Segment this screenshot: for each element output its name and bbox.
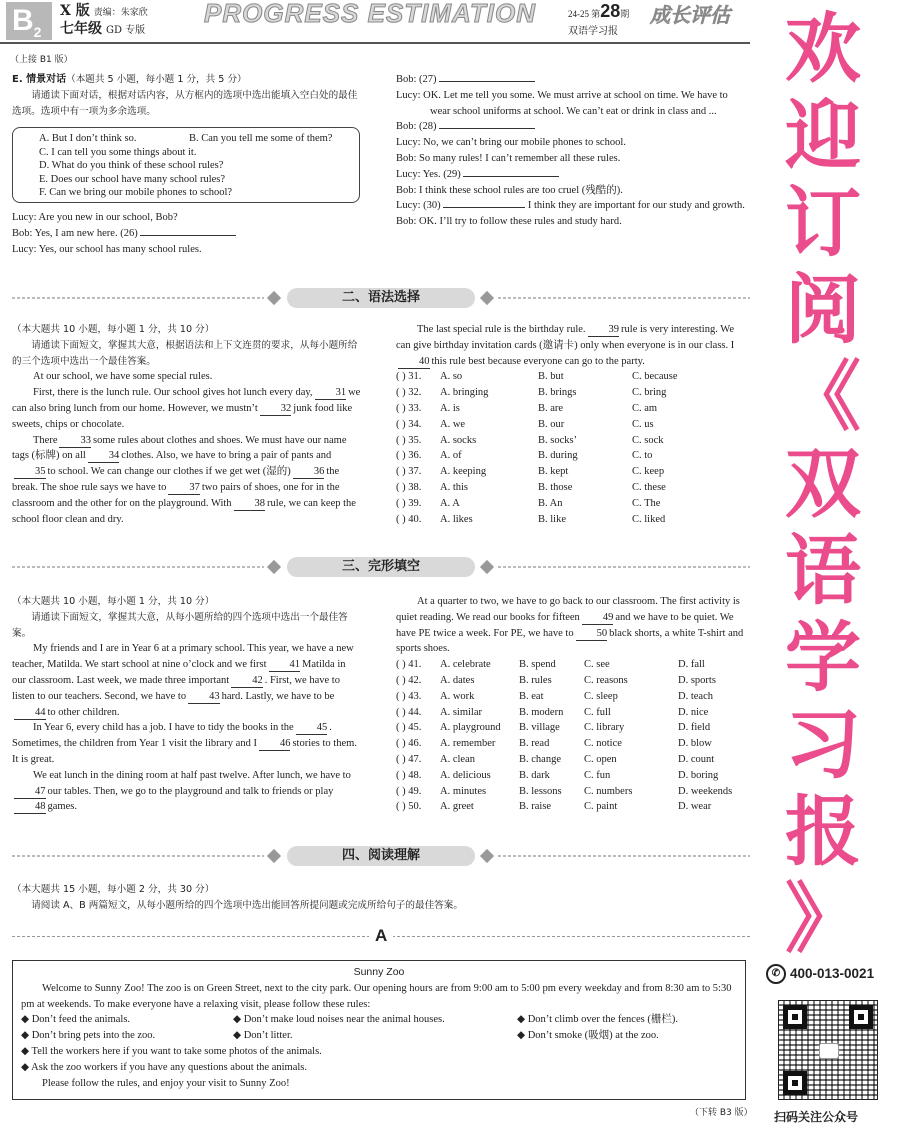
question-number[interactable]: ( ) 48.: [396, 769, 422, 781]
grammar-right: [396, 322, 748, 527]
qr-finder: [783, 1071, 807, 1095]
option-c: C. I can tell you some things about it.: [39, 146, 197, 158]
option-e: E. Does our school have many school rules?: [39, 173, 226, 185]
choice-c: C. paint: [584, 801, 618, 813]
choice-d: D. blow: [678, 738, 712, 750]
section-e-instruction: 请通读下面对话，根据对话内容，从方框内的选项中选出能填入空白处的最佳选项。选项中有一项为多余选项。: [12, 89, 358, 117]
question-number[interactable]: ( ) 43.: [396, 690, 422, 702]
choice-a: A. so: [440, 371, 463, 383]
dialogue-line: [396, 119, 748, 135]
passage-text: junk food like sweets, chips or chocolate.: [12, 402, 353, 430]
qr-code[interactable]: [778, 1000, 878, 1100]
choice-c: C. numbers: [584, 785, 633, 797]
blank-33[interactable]: 33: [59, 434, 91, 448]
blank-39[interactable]: 39: [588, 323, 620, 337]
choice-b: B. rules: [519, 674, 552, 686]
rule-item: ◆ Don’t bring pets into the zoo.: [21, 1030, 156, 1042]
dialogue-line: Bob: I think these school rules are too cruel (残酷的).: [396, 184, 623, 196]
choice-a: A. we: [440, 418, 466, 430]
slogan-char: 习: [785, 700, 861, 789]
choice-c: C. fun: [584, 769, 611, 781]
choice-c: C. liked: [632, 513, 666, 525]
section-e-title: E. 情景对话: [12, 74, 67, 85]
cloze-left: [12, 594, 362, 815]
passage-para: [12, 768, 362, 815]
blank-31[interactable]: 31: [315, 386, 347, 400]
passage-text: My friends and I are in Year 6 at a primary school. This year, we have a new teacher, Matilda. We start school at nine o’clock and we first: [12, 643, 354, 671]
rule-item: ◆ Don’t litter.: [233, 1030, 293, 1042]
passage-text: to other children.: [47, 706, 120, 718]
section-heading: 四、阅读理解: [287, 846, 475, 866]
choice-c: C. to: [632, 450, 653, 462]
phone-number: 400-013-0021: [790, 966, 875, 982]
dialogue-line: Bob: OK. I’ll try to follow these rules and study hard.: [396, 216, 622, 228]
slogan-char: 报: [785, 787, 861, 876]
issue-number: [568, 1, 630, 23]
grade-label: 七年级: [60, 21, 102, 37]
option-f: F. Can we bring our mobile phones to school?: [39, 187, 233, 199]
section-divider-reading: [12, 846, 750, 866]
cloze-right: [396, 594, 748, 815]
issue-no: 28: [600, 1, 621, 21]
rule-item: ◆ Ask the zoo workers if you have any questions about the animals.: [21, 1061, 307, 1073]
section-heading: 三、完形填空: [287, 557, 475, 577]
blank-36[interactable]: 36: [293, 465, 325, 479]
grammar-question-list: [396, 369, 748, 527]
paper-name: 双语学习报: [568, 26, 618, 37]
issue-suffix: 期: [620, 9, 630, 19]
answer-blank[interactable]: [439, 128, 535, 129]
question-number[interactable]: ( ) 47.: [396, 753, 422, 765]
slogan-char: 欢: [785, 4, 861, 93]
section-e-spec: （本题共 5 小题，每小题 1 分，共 5 分）: [66, 74, 247, 85]
section-e-left: [12, 72, 362, 119]
question-row: [396, 496, 748, 512]
option-d: D. What do you think of these school rules?: [39, 160, 224, 172]
dialogue-text: Bob: (28): [396, 121, 437, 133]
choice-a: A. playground: [440, 722, 501, 734]
blank-50[interactable]: 50: [576, 627, 608, 641]
slogan-char: 阅: [785, 265, 861, 354]
choice-c: C. these: [632, 481, 666, 493]
dialogue-line: [396, 167, 748, 183]
divider-line: [12, 855, 264, 857]
dialogue-line: Lucy: OK. Let me tell you some. We must arrive at school on time. We have to wear school uniforms at school. We can’t eat or drink in class and ...: [396, 89, 728, 117]
choice-a: A. clean: [440, 753, 475, 765]
hotline[interactable]: [766, 964, 896, 984]
notice-title: Sunny Zoo: [353, 966, 405, 978]
passage-text: black shorts, a white T-shirt and sports shoes.: [396, 627, 744, 655]
section-divider-grammar: [12, 288, 750, 308]
choice-a: A. this: [440, 481, 469, 493]
choice-d: D. fall: [678, 659, 705, 671]
grammar-spec: （本大题共 10 小题，每小题 1 分，共 10 分）: [12, 324, 215, 335]
option-a: A. But I don’t think so.: [39, 133, 137, 144]
blank-46[interactable]: 46: [259, 737, 291, 751]
choice-d: D. wear: [678, 801, 712, 813]
choice-c: C. because: [632, 371, 678, 383]
choice-b: B. kept: [538, 466, 569, 478]
question-number[interactable]: ( ) 50.: [396, 801, 422, 813]
choice-c: C. open: [584, 753, 617, 765]
question-row: [396, 464, 748, 480]
passage-text: the break. The shoe rule says we have to: [12, 466, 340, 493]
cloze-question-list: [396, 657, 748, 815]
passage-text: The last special rule is the birthday rule.: [417, 324, 586, 335]
question-row: [396, 657, 748, 673]
passage-text: games.: [47, 801, 77, 813]
blank-37[interactable]: 37: [168, 481, 200, 495]
question-row: [396, 799, 748, 815]
blank-40[interactable]: 40: [398, 355, 430, 369]
question-number[interactable]: ( ) 44.: [396, 706, 422, 718]
subscription-sidebar: [760, 0, 900, 1134]
question-number[interactable]: ( ) 31.: [396, 371, 422, 383]
slogan-char: 双: [785, 439, 861, 528]
blank-49[interactable]: 49: [582, 611, 614, 625]
choice-a: A. bringing: [440, 387, 489, 399]
question-number[interactable]: ( ) 37.: [396, 466, 422, 478]
dialogue-line: [396, 198, 748, 214]
reading-intro: [12, 882, 750, 914]
dialogue-line: Lucy: Are you new in our school, Bob?: [12, 212, 178, 223]
rule-item: ◆ Don’t feed the animals.: [21, 1014, 131, 1026]
question-row: [396, 385, 748, 401]
choice-c: C. bring: [632, 387, 667, 399]
choice-b: B. modern: [519, 706, 564, 718]
divider-line: [12, 566, 264, 568]
blank-42[interactable]: 42: [231, 674, 263, 688]
options-box: [12, 127, 360, 203]
choice-a: A. socks: [440, 434, 477, 446]
divider-diamond: [267, 560, 281, 574]
dialogue-line: [396, 72, 748, 88]
question-row: [396, 369, 748, 385]
passage-text: There: [33, 434, 58, 446]
question-row: [396, 720, 748, 736]
passage-text: some rules about clothes and shoes. We must have our name tags (标牌) on all: [12, 434, 347, 462]
question-row: [396, 736, 748, 752]
choice-b: B. read: [519, 738, 550, 750]
choice-c: C. am: [632, 402, 658, 414]
divider-diamond: [267, 291, 281, 305]
edition-label: X 版: [60, 3, 90, 19]
question-row: [396, 433, 748, 449]
question-number[interactable]: ( ) 36.: [396, 450, 422, 462]
question-row: [396, 417, 748, 433]
slogan-char: 学: [785, 613, 861, 702]
passage-text: We eat lunch in the dining room at half past twelve. After lunch, we have to: [33, 769, 351, 781]
question-row: [396, 673, 748, 689]
answer-blank[interactable]: [463, 176, 559, 177]
notice-intro: Welcome to Sunny Zoo! The zoo is on Green Street, next to the city park. Our opening hours are from 9:00 am to 5:00 pm every weekday and from 8:30 am to 5:30 pm at weekends. To make everyone have a relaxing visit, please follow these rules:: [21, 982, 732, 1010]
divider-line: [498, 566, 750, 568]
page-sub: 2: [33, 24, 42, 40]
choice-c: C. The: [632, 497, 661, 509]
dialogue-line: Bob: So many rules! I can’t remember all these rules.: [396, 152, 621, 164]
passage-text: Matilda in our classroom. Last week, we made three important: [12, 659, 346, 686]
answer-blank[interactable]: [443, 207, 525, 208]
slogan-char: 《: [785, 352, 861, 441]
passage-para: [12, 641, 362, 720]
dialogue-text: Bob: (27): [396, 74, 437, 85]
choice-a: A. delicious: [440, 769, 491, 781]
dialogue-left: [12, 210, 362, 257]
choice-a: A. likes: [440, 513, 473, 525]
choice-b: B. socks’: [538, 434, 578, 446]
grammar-left: [12, 322, 362, 527]
page-code-badge: [6, 2, 52, 40]
continued-from-note: （上接 B1 版）: [10, 55, 73, 65]
passage-text: we can also bring lunch from our home. However, we mustn’t: [12, 387, 361, 414]
page-code: B: [12, 4, 34, 37]
passage-para: [12, 385, 362, 432]
cloze-spec: （本大题共 10 小题，每小题 1 分，共 10 分）: [12, 596, 215, 607]
editor-label: 责编：朱家欣: [93, 8, 148, 18]
choice-d: D. boring: [678, 769, 719, 781]
dialogue-line: [12, 226, 362, 242]
question-number[interactable]: ( ) 38.: [396, 481, 422, 493]
choice-b: B. dark: [519, 769, 550, 781]
choice-a: A. minutes: [440, 785, 487, 797]
choice-c: C. sleep: [584, 690, 618, 702]
question-row: [396, 689, 748, 705]
question-row: [396, 752, 748, 768]
choice-d: D. count: [678, 753, 715, 765]
section-heading: 二、语法选择: [287, 288, 475, 308]
option-b: B. Can you tell me some of them?: [189, 133, 333, 144]
choice-b: B. are: [538, 402, 564, 414]
choice-a: A. greet: [440, 801, 474, 813]
passage-text: to school. We can change our clothes if we get wet (湿的): [47, 466, 291, 478]
dialogue-line: Lucy: Yes, our school has many school rules.: [12, 243, 202, 255]
rule-item: ◆ Don’t climb over the fences (栅栏).: [517, 1014, 678, 1026]
question-row: [396, 768, 748, 784]
choice-c: C. see: [584, 659, 610, 671]
dialogue-text: Lucy: Yes. (29): [396, 168, 461, 180]
passage-text: and we have to be quiet. We have PE twice a week. For PE, we have to: [396, 611, 734, 639]
choice-a: A. A: [440, 497, 460, 509]
choice-c: C. library: [584, 722, 625, 734]
blank-41[interactable]: 41: [269, 658, 301, 672]
qr-finder: [849, 1005, 873, 1029]
question-row: [396, 784, 748, 800]
blank-32[interactable]: 32: [260, 402, 292, 416]
question-row: [396, 480, 748, 496]
question-number[interactable]: ( ) 42.: [396, 674, 422, 686]
question-number[interactable]: ( ) 41.: [396, 659, 422, 671]
issue-prefix: 24-25 第: [568, 9, 601, 19]
blank-48[interactable]: 48: [14, 800, 46, 814]
answer-blank[interactable]: [439, 81, 535, 82]
question-number[interactable]: ( ) 39.: [396, 497, 422, 509]
choice-b: B. An: [538, 497, 563, 509]
choice-d: D. nice: [678, 706, 709, 718]
dialogue-line: Lucy: No, we can’t bring our mobile phones to school.: [396, 137, 626, 149]
reading-instruction: 请阅读 A、B 两篇短文，从每小题所给的四个选项中选出能回答所提问题或完成所给句子的最佳答案。: [31, 899, 463, 911]
passage-text: two pairs of shoes, one for in the classroom and the other for on the playground. With: [12, 481, 340, 509]
passage-para: At our school, we have some special rules.: [33, 371, 213, 383]
rule-item: ◆ Don’t make loud noises near the animal houses.: [233, 1014, 445, 1026]
choice-b: B. brings: [538, 387, 577, 399]
choice-a: A. dates: [440, 674, 475, 686]
choice-b: B. our: [538, 418, 565, 430]
choice-c: C. us: [632, 418, 654, 430]
notice-closing: Please follow the rules, and enjoy your visit to Sunny Zoo!: [42, 1077, 290, 1089]
choice-c: C. keep: [632, 466, 665, 478]
dialogue-text: Bob: Yes, I am new here. (26): [12, 227, 138, 239]
question-number[interactable]: ( ) 40.: [396, 513, 422, 525]
passage-text: In Year 6, every child has a job. I have to tidy the books in the: [33, 722, 294, 734]
blank-47[interactable]: 47: [14, 785, 46, 799]
grade-line: [60, 22, 145, 39]
divider-diamond: [480, 849, 494, 863]
rule-item: ◆ Tell the workers here if you want to take some photos of the animals.: [21, 1045, 322, 1057]
choice-b: B. spend: [519, 659, 556, 671]
rules-row: [21, 1028, 737, 1044]
passage-text: rule, we can keep the school floor clean and dry.: [12, 497, 356, 525]
page-header: [0, 0, 750, 44]
choice-b: B. raise: [519, 801, 552, 813]
choice-b: B. lessons: [519, 785, 562, 797]
question-number[interactable]: ( ) 32.: [396, 387, 422, 399]
choice-a: A. remember: [440, 738, 496, 750]
slogan-char: 语: [785, 526, 861, 615]
choice-a: A. is: [440, 402, 460, 414]
question-number[interactable]: ( ) 34.: [396, 418, 422, 430]
passage-text: this rule best because everyone can go to the party.: [431, 355, 645, 367]
question-row: [396, 401, 748, 417]
special-label: GD 专版: [106, 25, 146, 36]
choice-b: B. but: [538, 371, 564, 383]
phone-icon: ✆: [766, 964, 786, 984]
divider-line: [498, 855, 750, 857]
blank-38[interactable]: 38: [234, 497, 266, 511]
dialogue-text: I think they are important for our study and growth.: [527, 200, 745, 212]
divider-diamond: [480, 560, 494, 574]
dialogue-text: Lucy: (30): [396, 200, 441, 212]
choice-c: C. full: [584, 706, 611, 718]
choice-d: D. sports: [678, 674, 716, 686]
answer-blank[interactable]: [140, 235, 236, 236]
passage-text: First, there is the lunch rule. Our school gives hot lunch every day,: [33, 387, 313, 399]
divider-line: [12, 297, 264, 299]
passage-text: hard. Lastly, we have to be: [221, 690, 335, 702]
blank-34[interactable]: 34: [88, 449, 120, 463]
banner-title: PROGRESS ESTIMATION: [204, 0, 536, 28]
passage-para: [12, 720, 362, 767]
passage-para: [396, 322, 748, 369]
qr-finder: [783, 1005, 807, 1029]
passage-text: stories to them. It is great.: [12, 738, 357, 765]
choice-c: C. notice: [584, 738, 622, 750]
choice-b: B. those: [538, 481, 573, 493]
divider-diamond: [480, 291, 494, 305]
question-number[interactable]: ( ) 33.: [396, 402, 422, 414]
choice-d: D. teach: [678, 690, 713, 702]
blank-35[interactable]: 35: [14, 465, 46, 479]
continued-to-note: （下转 B3 版）: [690, 1108, 753, 1118]
slogan-char: 订: [785, 178, 861, 267]
passage-text: our tables. Then, we go to the playground and talk to friends or play: [47, 785, 334, 797]
blank-43[interactable]: 43: [188, 690, 220, 704]
question-number[interactable]: ( ) 49.: [396, 785, 422, 797]
choice-a: A. celebrate: [440, 659, 491, 671]
question-row: [396, 705, 748, 721]
section-divider-cloze: [12, 557, 750, 577]
passage-text: . First, we have to listen to our teachers. Second, we have to: [12, 674, 340, 702]
qr-caption: 扫码关注公众号: [774, 1110, 859, 1124]
choice-a: A. similar: [440, 706, 482, 718]
passage-para: [12, 433, 362, 528]
choice-d: D. field: [678, 722, 711, 734]
passage-label: A: [369, 928, 393, 944]
rules-row: [21, 1012, 737, 1028]
passage-text: rule is very interesting. We can give birthday invitation cards (邀请卡) only when everyone is in our class. I: [396, 324, 735, 351]
passage-text: clothes. Also, we have to bring a pair of pants and: [121, 450, 332, 462]
divider-line: [498, 297, 750, 299]
passage-text: At a quarter to two, we have to go back to our classroom. The first activity is quiet reading. We read our books for fifteen: [396, 596, 740, 623]
edition: [60, 4, 148, 22]
choice-c: C. reasons: [584, 674, 628, 686]
choice-d: D. weekends: [678, 785, 733, 797]
choice-b: B. eat: [519, 690, 544, 702]
dialogue-right: [396, 72, 748, 230]
slogan-char: 迎: [785, 91, 861, 180]
question-row: [396, 448, 748, 464]
blank-44[interactable]: 44: [14, 706, 46, 720]
question-number[interactable]: ( ) 46.: [396, 738, 422, 750]
qr-logo: [819, 1043, 839, 1059]
rule-item: ◆ Don’t smoke (吸烟) at the zoo.: [517, 1030, 659, 1042]
choice-a: A. keeping: [440, 466, 487, 478]
choice-b: B. during: [538, 450, 578, 462]
choice-b: B. like: [538, 513, 566, 525]
choice-a: A. of: [440, 450, 462, 462]
choice-b: B. change: [519, 753, 561, 765]
grammar-instruction: 请通读下面短文，掌握其大意，根据语法和上下文连贯的要求，从每小题所给的三个选项中选出一个最佳答案。: [12, 339, 358, 367]
choice-a: A. work: [440, 690, 475, 702]
passage-para: [396, 594, 748, 657]
blank-45[interactable]: 45: [296, 721, 328, 735]
column-name: 成长评估: [650, 3, 730, 27]
choice-b: B. village: [519, 722, 560, 734]
reading-spec: （本大题共 15 小题，每小题 2 分，共 30 分）: [12, 884, 215, 895]
divider-diamond: [267, 849, 281, 863]
zoo-notice: [12, 960, 746, 1100]
slogan-char: 》: [785, 874, 861, 963]
passage-text: . Sometimes, the children from Year 1 visit the library and I: [12, 722, 332, 750]
question-number[interactable]: ( ) 45.: [396, 722, 422, 734]
choice-c: C. sock: [632, 434, 664, 446]
cloze-instruction: 请通读下面短文，掌握其大意，从每小题所给的四个选项中选出一个最佳答案。: [12, 611, 348, 639]
question-row: [396, 512, 748, 528]
question-number[interactable]: ( ) 35.: [396, 434, 422, 446]
